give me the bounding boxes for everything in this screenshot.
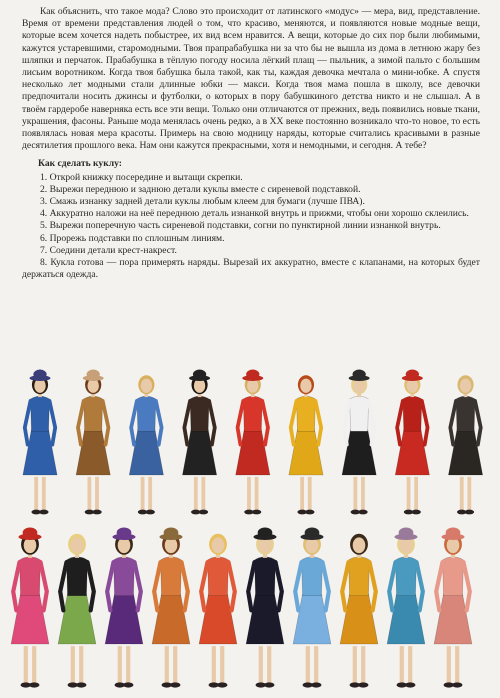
figure-leg — [407, 477, 411, 511]
figure-leg — [259, 646, 263, 684]
fashion-figure — [58, 534, 96, 688]
fashion-figure — [182, 370, 216, 515]
figure-leg — [353, 646, 357, 684]
fashion-figure — [105, 527, 143, 687]
figure-top — [456, 396, 475, 431]
fashion-figure — [11, 527, 49, 687]
figure-hat-crown — [117, 527, 132, 538]
figure-top — [350, 396, 369, 431]
instruction-step-8: 8. Кукла готова — пора примерять наряды. Вырезай их аккуратно, вместе с клапанами, на которых будет держаться одежда. — [22, 257, 480, 281]
figure-shoe — [29, 682, 40, 687]
figure-shoe — [411, 510, 421, 515]
figure-hat-crown — [305, 527, 320, 538]
figure-leg — [148, 477, 152, 511]
fashion-figure — [340, 534, 378, 688]
figure-leg — [34, 477, 38, 511]
figure-top — [349, 557, 370, 596]
instruction-step-5: 5. Вырежи поперечную часть сиреневой подставки, согни по пунктирной линии изнанкой внутрь. — [40, 220, 441, 232]
figure-shoe — [252, 510, 262, 515]
figure-leg — [361, 477, 365, 511]
fashion-figure — [387, 527, 425, 687]
figure-leg — [455, 646, 459, 684]
fashion-figure — [448, 375, 482, 514]
figure-leg — [460, 477, 464, 511]
fashion-figure — [152, 527, 190, 687]
figure-top — [208, 557, 229, 596]
figure-top — [161, 557, 182, 596]
figure-leg — [314, 646, 318, 684]
figure-shoe — [39, 510, 49, 515]
figure-hat-crown — [406, 370, 419, 380]
figure-leg — [201, 477, 205, 511]
figure-face — [212, 537, 225, 553]
figure-hat-crown — [258, 527, 273, 538]
fashion-figure — [199, 534, 237, 688]
figure-hat-crown — [193, 370, 206, 380]
figure-shoe — [311, 682, 322, 687]
figure-top — [403, 396, 422, 431]
figure-hat-crown — [33, 370, 46, 380]
figure-leg — [308, 477, 312, 511]
figure-hat-crown — [399, 527, 414, 538]
figure-leg — [247, 477, 251, 511]
instruction-step-6: 6. Прорежь подставки по сплошным линиям. — [40, 232, 225, 244]
figure-hat-crown — [23, 527, 38, 538]
figure-leg — [95, 477, 99, 511]
figure-leg — [71, 646, 75, 684]
fashion-illustration — [0, 368, 500, 693]
fashion-figure — [289, 375, 323, 514]
figure-top — [396, 557, 417, 596]
figure-leg — [220, 646, 224, 684]
figure-leg — [400, 646, 404, 684]
figure-leg — [306, 646, 310, 684]
figure-hat-crown — [352, 370, 365, 380]
figure-leg — [32, 646, 36, 684]
figure-shoe — [358, 682, 369, 687]
figure-hat-crown — [164, 527, 179, 538]
figure-face — [71, 537, 84, 553]
figure-leg — [42, 477, 46, 511]
fashion-figures-svg — [0, 368, 500, 693]
figure-leg — [24, 646, 28, 684]
figure-leg — [173, 646, 177, 684]
figure-leg — [447, 646, 451, 684]
figure-top — [137, 396, 156, 431]
fashion-figure — [129, 375, 163, 514]
figure-leg — [212, 646, 216, 684]
figure-top — [31, 396, 50, 431]
figure-shoe — [452, 682, 463, 687]
figure-shoe — [405, 682, 416, 687]
figure-hat-crown — [446, 527, 461, 538]
figure-hat-crown — [246, 370, 259, 380]
figure-hat-crown — [87, 370, 100, 380]
figure-leg — [267, 646, 271, 684]
figure-shoe — [264, 682, 275, 687]
instruction-step-4: 4. Аккуратно наложи на неё переднюю деталь изнанкой внутрь и прижми, чтобы они хорошо склеились. — [40, 208, 469, 220]
figure-shoe — [145, 510, 155, 515]
figure-leg — [87, 477, 91, 511]
fashion-figure — [23, 370, 57, 515]
instruction-step-7: 7. Соедини детали крест-накрест. — [40, 244, 177, 256]
figure-shoe — [465, 510, 475, 515]
figure-shoe — [123, 682, 134, 687]
figure-leg — [300, 477, 304, 511]
figure-leg — [126, 646, 130, 684]
figure-leg — [255, 477, 259, 511]
figure-shoe — [199, 510, 209, 515]
figure-leg — [194, 477, 198, 511]
figure-leg — [467, 477, 471, 511]
figure-leg — [408, 646, 412, 684]
fashion-figure — [246, 527, 284, 687]
instructions — [22, 158, 480, 281]
figure-top — [302, 557, 323, 596]
instruction-step-2: 2. Вырежи переднюю и заднюю детали куклы вместе с сиреневой подставкой. — [40, 183, 361, 195]
figure-leg — [165, 646, 169, 684]
figure-shoe — [305, 510, 315, 515]
fashion-figure — [434, 527, 472, 687]
instruction-step-1: 1. Открой книжку посередине и вытащи скрепки. — [40, 171, 243, 183]
figure-leg — [361, 646, 365, 684]
fashion-figure — [293, 527, 331, 687]
figure-face — [141, 379, 152, 393]
instructions-heading: Как сделать куклу: — [38, 158, 123, 170]
figure-leg — [141, 477, 145, 511]
fashion-figure — [236, 370, 270, 515]
fashion-figure — [342, 370, 376, 515]
figure-shoe — [358, 510, 368, 515]
figure-shoe — [170, 682, 181, 687]
figure-shoe — [217, 682, 228, 687]
figure-top — [296, 396, 315, 431]
figure-shoe — [92, 510, 102, 515]
figure-top — [67, 557, 88, 596]
figure-leg — [414, 477, 418, 511]
instruction-step-3: 3. Смажь изнанку задней детали куклы любым клеем для бумаги (лучше ПВА). — [40, 196, 365, 208]
figure-top — [243, 396, 262, 431]
intro-paragraph: Как объяснить, что такое мода? Слово это происходит от латинского «модус» — мера, вид, представление. Время от времени представления людей о том, что красиво, меняются, и появляются новые модные вещи, которые всем хочется надеть побыстрее, их вид всем нравится. А вещи, которые до сих пор были любимыми, кажутся устаревшими, старомодными. Твоя прапрабабушка ни за что бы не вышла из дома в летнюю жару без шляпки и перчаток. Прабабушка в тёплую погоду носила лёгкий плащ — пыльник, а зимой пальто с большим лисьим воротником. Когда твоя бабушка была такой, как ты, каждая девочка мечтала о мини-юбке. А спустя несколько лет модными стали длинные юбки — макси. Когда твоя мама пошла в школу, все девочки предпочитали носить джинсы и футболки, о которых в пору бабушкиного детства никто и не слышал. А в твоём гардеробе наверняка есть все эти вещи. Только они отличаются от прежних, ведь появились новые ткани, украшения, фасоны. Раньше мода менялась очень редко, а в XX веке постоянно возникало что-то новое, то есть появлялась новая мера красоты. Примерь на свою модницу наряды, которые считались красивыми в разные десятилетия прошлого века. Нам они кажутся прекрасными, хотя и немодными, и сегодня. А тебе? — [22, 6, 480, 152]
figure-top — [20, 557, 41, 596]
figure-top — [255, 557, 276, 596]
fashion-figure — [76, 370, 110, 515]
figure-leg — [79, 646, 83, 684]
figure-leg — [118, 646, 122, 684]
figure-face — [300, 379, 311, 393]
figure-leg — [353, 477, 357, 511]
figure-top — [114, 557, 135, 596]
figure-shoe — [76, 682, 87, 687]
figure-top — [84, 396, 103, 431]
fashion-figure — [395, 370, 429, 515]
text-block — [22, 6, 480, 281]
figure-face — [353, 537, 366, 553]
figure-top — [443, 557, 464, 596]
figure-top — [190, 396, 209, 431]
figure-face — [460, 379, 471, 393]
